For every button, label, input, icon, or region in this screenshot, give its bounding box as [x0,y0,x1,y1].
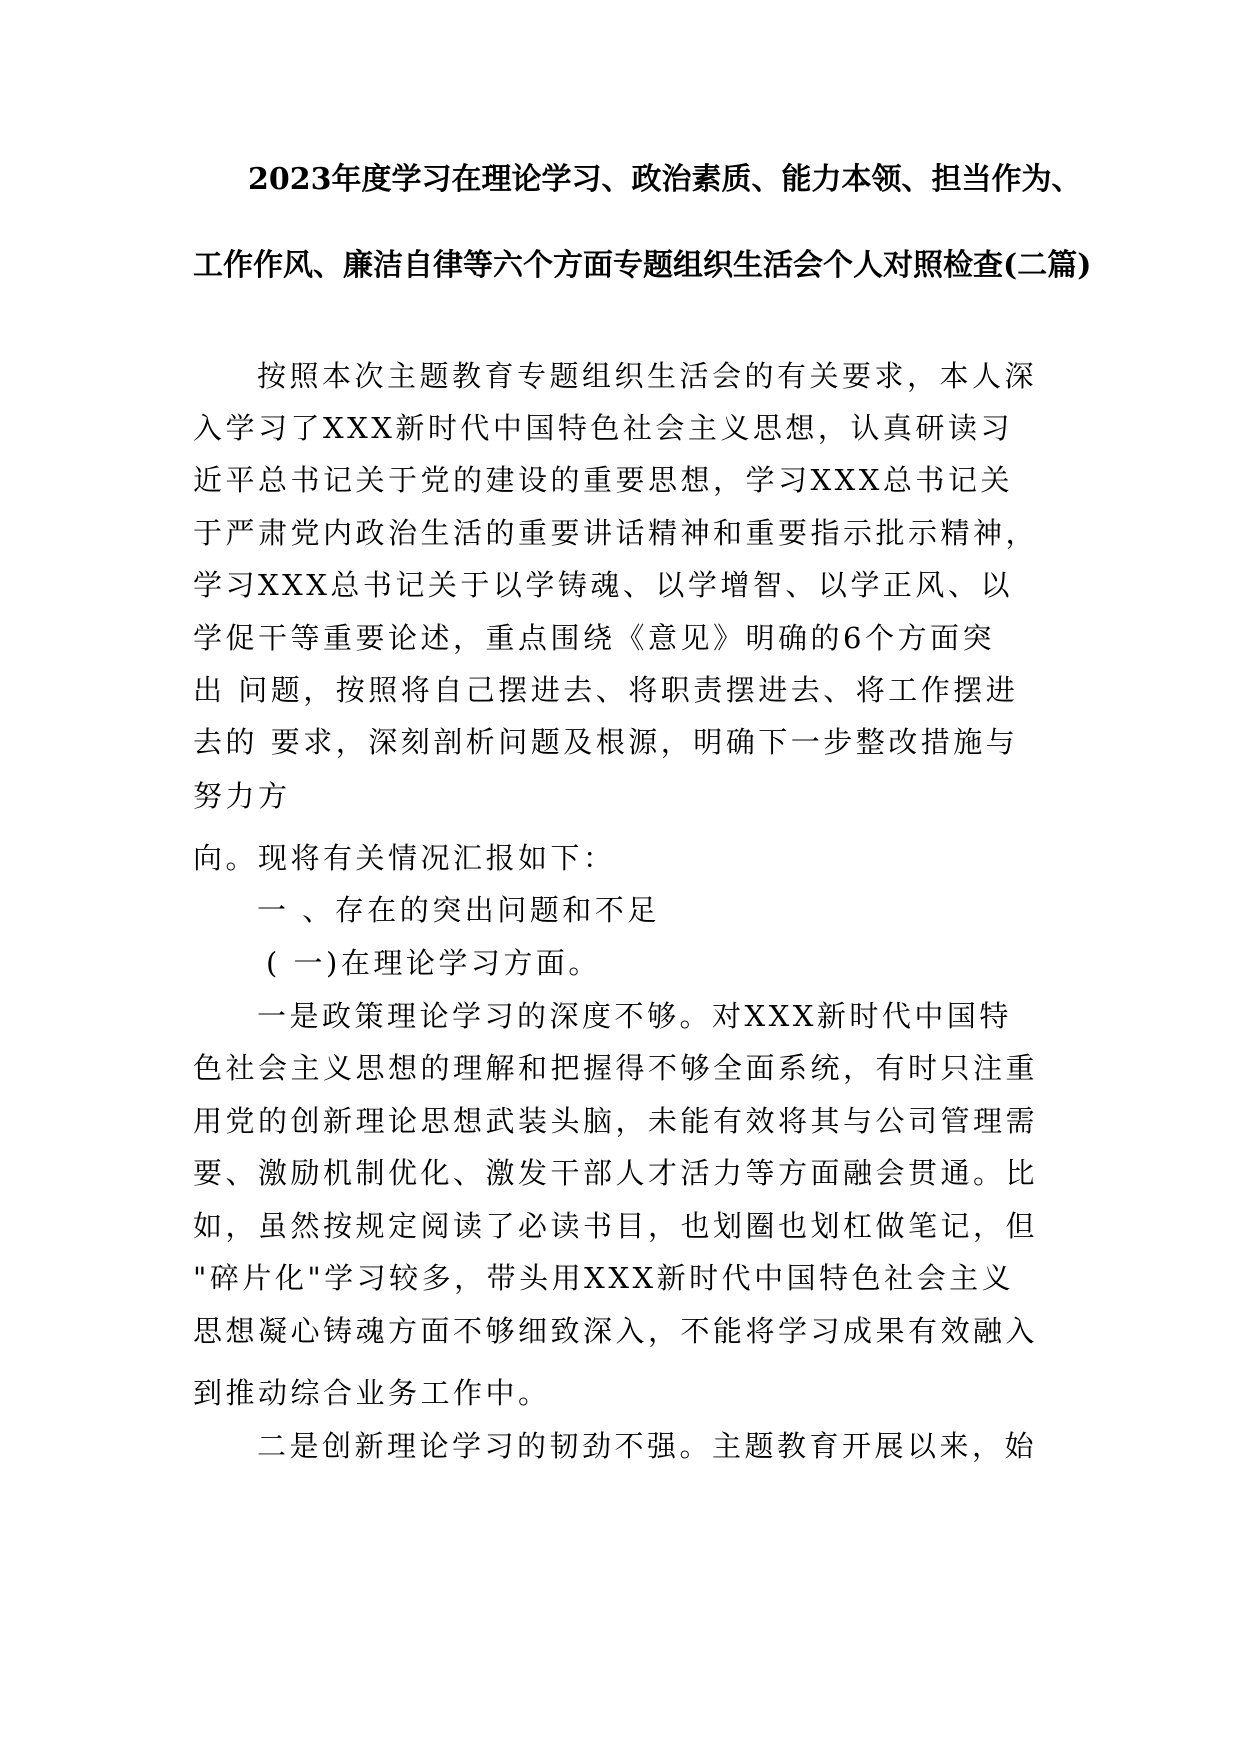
body-line-4: 于严肃党内政治生活的重要讲话精神和重要指示批示精神， [193,516,1039,550]
section-heading: 一 、存在的突出问题和不足 [257,893,660,927]
document-title-line-2: 工作作风、廉洁自律等六个方面专题组织生活会个人对照检查(二篇) [193,248,1092,283]
body-line-1: 按照本次主题教育专题组织生活会的有关要求，本人深 [257,359,1038,393]
body-line-5: 学习XXX总书记关于以学铸魂、以学增智、以学正风、以 [193,568,1013,602]
subsection-heading: ( 一)在理论学习方面。 [266,946,601,980]
body-line-14: 色社会主义思想的理解和把握得不够全面系统，有时只注重 [193,1051,1039,1085]
body-line-8: 去的 要求，深刻剖析问题及根源，明确下一步整改措施与 [193,725,1019,759]
body-line-6: 学促干等重要论述，重点围绕《意见》明确的6个方面突 [193,621,995,655]
body-line-21: 二是创新理论学习的韧劲不强。主题教育开展以来，始 [257,1429,1038,1463]
body-line-9: 努力方 [193,779,291,813]
body-line-2: 入学习了XXX新时代中国特色社会主义思想，认真研读习 [193,411,1013,445]
body-line-10: 向。现将有关情况汇报如下： [193,841,616,875]
body-line-19: 思想凝心铸魂方面不够细致深入，不能将学习成果有效融入 [193,1314,1039,1348]
body-line-13: 一是政策理论学习的深度不够。对XXX新时代中国特 [257,999,1012,1033]
body-line-20: 到推动综合业务工作中。 [193,1376,551,1410]
body-line-7: 出 问题，按照将自己摆进去、将职责摆进去、将工作摆进 [193,673,1019,707]
body-line-3: 近平总书记关于党的建设的重要思想，学习XXX总书记关 [193,463,1013,497]
body-line-18: "碎片化"学习较多，带头用XXX新时代中国特色社会主义 [193,1261,1015,1295]
document-title-line-1: 2023年度学习在理论学习、政治素质、能力本领、担当作为、 [248,162,1082,197]
body-line-15: 用党的创新理论思想武装头脑，未能有效将其与公司管理需 [193,1104,1039,1138]
body-line-16: 要、激励机制优化、激发干部人才活力等方面融会贯通。比 [193,1156,1039,1190]
body-line-17: 如，虽然按规定阅读了必读书目，也划圈也划杠做笔记，但 [193,1209,1039,1243]
